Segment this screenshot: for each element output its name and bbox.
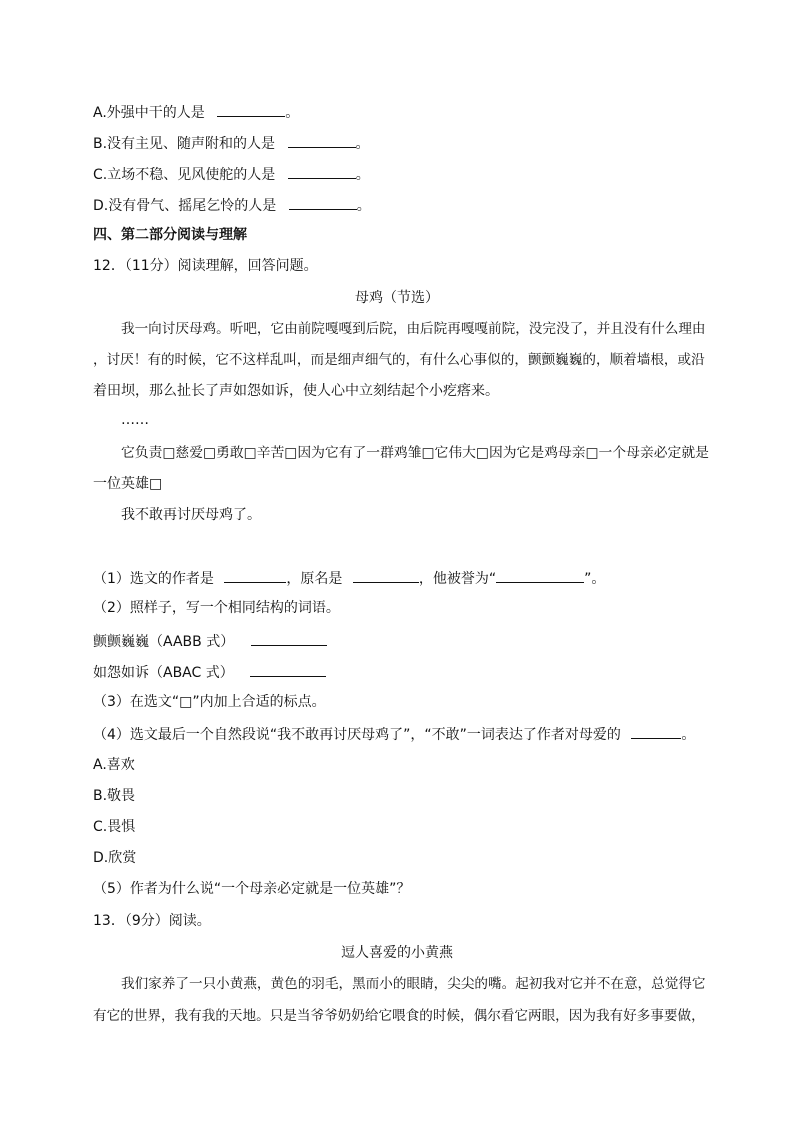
abac-row: 如怨如诉（ABAC 式） (93, 661, 326, 683)
option-b: B.没有主见、随声附和的人是 。 (93, 132, 370, 154)
answer-blank[interactable] (288, 163, 356, 179)
original-name-blank[interactable] (353, 567, 419, 583)
passage-line: 我不敢再讨厌母鸡了。 (121, 507, 261, 523)
passage-line: 我一向讨厌母鸡。听吧，它由前院嘎嘎到后院，由后院再嘎嘎前院，没完没了，并且没有什么理由 (121, 321, 706, 337)
choice-b[interactable]: B.敬畏 (93, 788, 136, 804)
passage-line: 它负责□慈爱□勇敢□辛苦□因为它有了一群鸡雏□它伟大□因为它是鸡母亲□一个母亲必定就是 (121, 445, 709, 461)
emotion-blank[interactable] (631, 723, 681, 739)
option-d: D.没有骨气、摇尾乞怜的人是 。 (93, 194, 371, 216)
answer-blank[interactable] (288, 132, 356, 148)
passage-title: 母鸡（节选） (355, 290, 439, 306)
choice-a[interactable]: A.喜欢 (93, 757, 135, 773)
subquestion-2: （2）照样子，写一个相同结构的词语。 (93, 600, 340, 616)
section-heading: 四、第二部分阅读与理解 (93, 227, 247, 243)
answer-blank[interactable] (217, 101, 285, 117)
answer-blank[interactable] (289, 194, 357, 210)
passage-line: 着田坝，那么扯长了声如怨如诉，使人心中立刻结起个小疙瘩来。 (93, 383, 499, 399)
subquestion-4: （4）选文最后一个自然段说“我不敢再讨厌母鸡了”，“不敢”一词表达了作者对母爱的 。 (93, 723, 695, 745)
subquestion-3: （3）在选文“□”内加上合适的标点。 (93, 694, 326, 710)
question-12-heading: 12．（11分）阅读理解，回答问题。 (93, 258, 318, 274)
aabb-blank[interactable] (251, 630, 327, 646)
subquestion-1: （1）选文的作者是 ，原名是 ，他被誉为“ ”。 (93, 567, 605, 589)
question-13-heading: 13．（9分）阅读。 (93, 913, 211, 929)
option-c: C.立场不稳、见风使舵的人是 。 (93, 163, 370, 185)
passage-title: 逗人喜爱的小黄燕 (341, 945, 453, 961)
subquestion-5: （5）作者为什么说“一个母亲必定就是一位英雄”？ (93, 881, 411, 897)
title-blank[interactable] (496, 567, 584, 583)
passage-line: 我们家养了一只小黄燕，黄色的羽毛，黑而小的眼睛，尖尖的嘴。起初我对它并不在意，总觉得它 (121, 976, 706, 992)
passage-line: 有它的世界，我有我的天地。只是当爷爷奶奶给它喂食的时候，偶尔看它两眼，因为我有好多事要做， (93, 1008, 705, 1024)
choice-c[interactable]: C.畏惧 (93, 819, 136, 835)
passage-line: 一位英雄□ (93, 476, 163, 492)
passage-line: ，讨厌！有的时候，它不这样乱叫，而是细声细气的，有什么心事似的，颤颤巍巍的，顺着墙根，或沿 (93, 352, 705, 368)
option-a: A.外强中干的人是 。 (93, 101, 299, 123)
author-blank[interactable] (224, 567, 286, 583)
ellipsis: …… (121, 412, 149, 428)
aabb-row: 颤颤巍巍（AABB 式） (93, 630, 327, 652)
abac-blank[interactable] (250, 661, 326, 677)
choice-d[interactable]: D.欣赏 (93, 850, 137, 866)
